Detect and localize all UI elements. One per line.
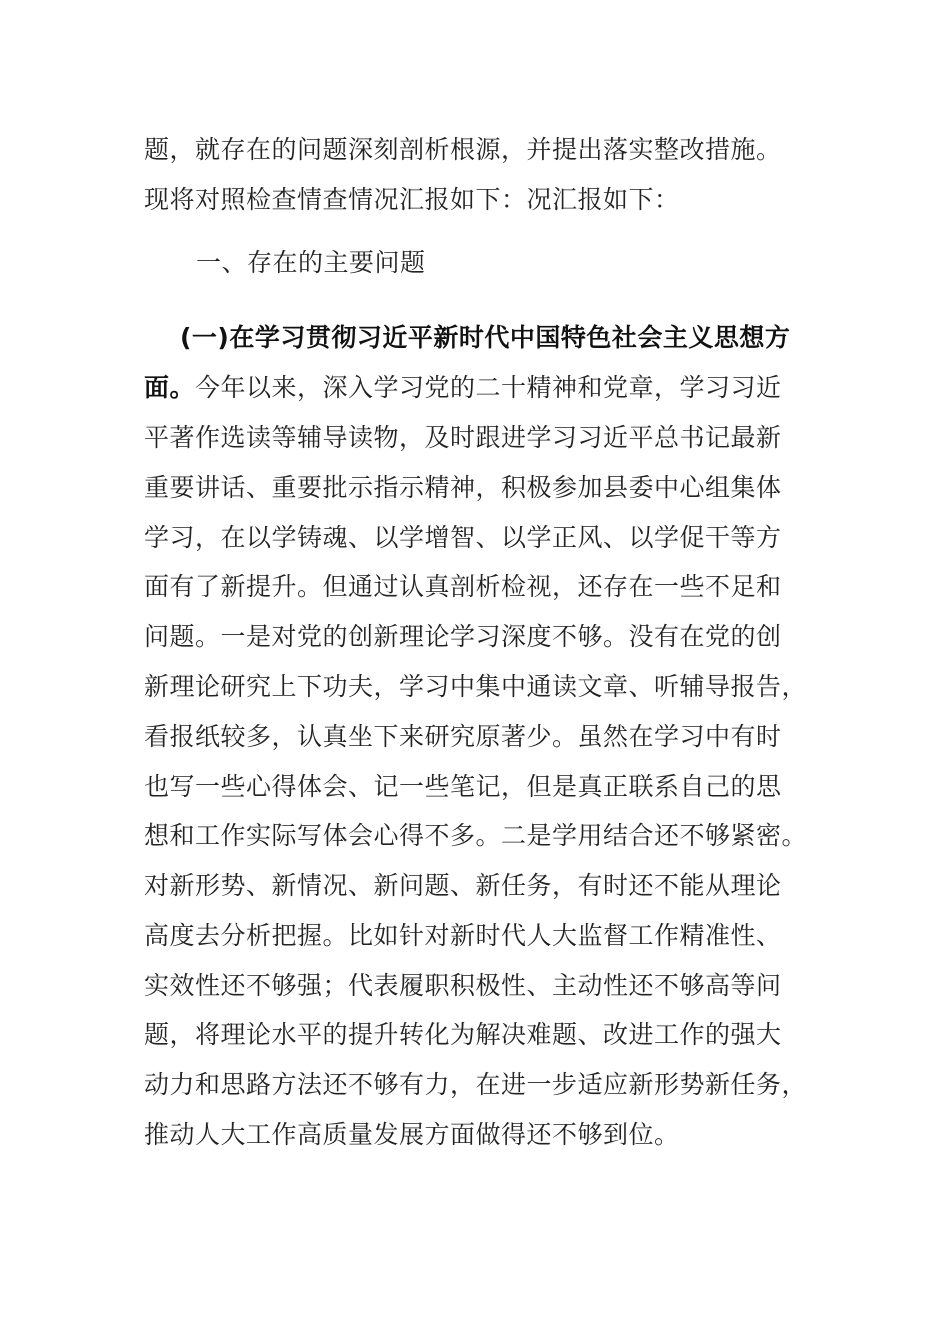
paragraph-line: 平著作选读等辅导读物，及时跟进学习习近平总书记最新 <box>144 423 782 452</box>
paragraph-line: 动力和思路方法还不够有力，在进一步适应新形势新任务， <box>144 1070 808 1099</box>
subsection-heading: (一)在学习贯彻习近平新时代中国特色社会主义思想方 <box>180 323 791 352</box>
intro-line: 现将对照检查情查情况汇报如下：况汇报如下： <box>144 185 680 214</box>
intro-line: 题，就存在的问题深刻剖析根源，并提出落实整改措施。 <box>144 135 782 164</box>
paragraph-line: 新理论研究上下功夫，学习中集中通读文章、听辅导报告， <box>144 672 808 701</box>
paragraph-line: 题，将理论水平的提升转化为解决难题、改进工作的强大 <box>144 1020 782 1049</box>
paragraph-line: 想和工作实际写体会心得不多。二是学用结合还不够紧密。 <box>144 821 808 850</box>
paragraph-text: 今年以来，深入学习党的二十精神和党章，学习习近 <box>195 373 782 402</box>
subsection-heading-end: 面。 <box>144 373 196 402</box>
paragraph-line: 面有了新提升。但通过认真剖析检视，还存在一些不足和 <box>144 572 782 601</box>
section-heading: 一、存在的主要问题 <box>196 248 426 277</box>
paragraph-line: 实效性还不够强；代表履职积极性、主动性还不够高等问 <box>144 971 782 1000</box>
paragraph-line: 问题。一是对党的创新理论学习深度不够。没有在党的创 <box>144 622 782 651</box>
paragraph-line: 学习，在以学铸魂、以学增智、以学正风、以学促干等方 <box>144 523 782 552</box>
paragraph-line: 也写一些心得体会、记一些笔记，但是真正联系自己的思 <box>144 772 782 801</box>
paragraph-line: 看报纸较多，认真坐下来研究原著少。虽然在学习中有时 <box>144 722 782 751</box>
paragraph-line <box>144 372 782 404</box>
paragraph-line: 高度去分析把握。比如针对新时代人大监督工作精准性、 <box>144 921 782 950</box>
paragraph-line: 重要讲话、重要批示指示精神，积极参加县委中心组集体 <box>144 473 782 502</box>
paragraph-line: 对新形势、新情况、新问题、新任务，有时还不能从理论 <box>144 871 782 900</box>
paragraph-line: 推动人大工作高质量发展方面做得还不够到位。 <box>144 1120 680 1149</box>
